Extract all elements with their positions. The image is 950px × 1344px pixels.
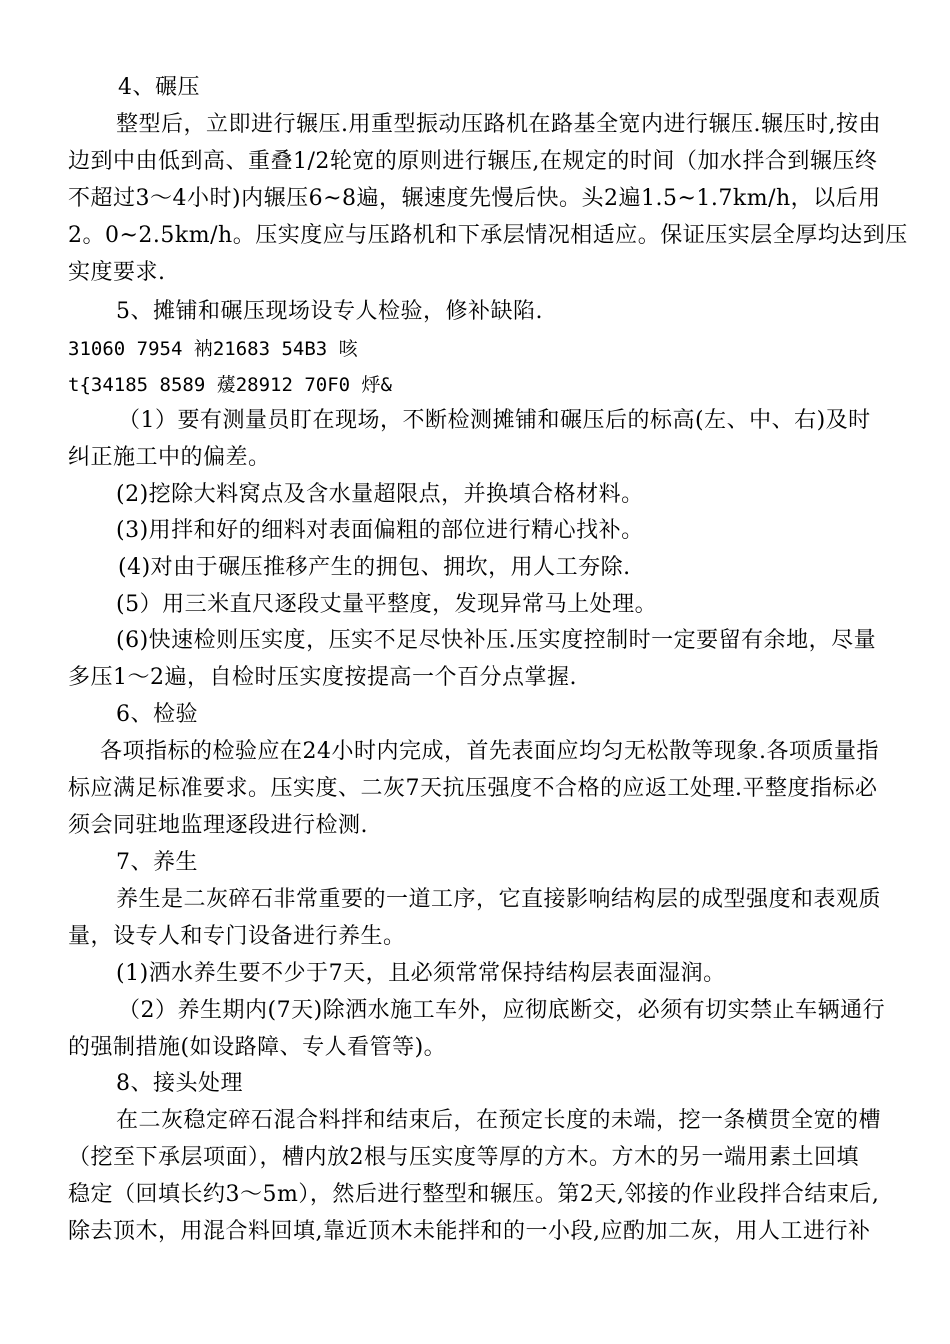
list-item-continuation: 多压1～2遍，自检时压实度按提高一个百分点掌握. (68, 665, 577, 690)
list-item: (3)用拌和好的细料对表面偏粗的部位进行精心找补。 (116, 518, 644, 543)
list-item-continuation: 的强制措施(如设路障、专人看管等)。 (68, 1035, 447, 1060)
heading-inspection: 6、检验 (116, 702, 198, 727)
list-item-continuation: 纠正施工中的偏差。 (68, 445, 271, 470)
garbled-line: t{34185 8589 蕿28912 70F0 烀& (68, 374, 392, 396)
list-item: (6)快速检则压实度，压实不足尽快补压.压实度控制时一定要留有余地，尽量 (116, 628, 877, 653)
list-item: （1）要有测量员盯在现场，不断检测摊铺和碾压后的标高(左、中、右)及时 (118, 408, 871, 433)
list-item: (5）用三米直尺逐段丈量平整度，发现异常马上处理。 (116, 592, 658, 617)
paragraph-line: 须会同驻地监理逐段进行检测. (68, 813, 368, 838)
paragraph-line: 在二灰稳定碎石混合料拌和结束后，在预定长度的未端，挖一条横贯全宽的槽 (116, 1108, 882, 1133)
paragraph-line: 实度要求. (68, 260, 166, 285)
paragraph-line: 各项指标的检验应在24小时内完成，首先表面应均匀无松散等现象.各项质量指 (100, 739, 879, 764)
heading-inspection-onsite: 5、摊铺和碾压现场设专人检验，修补缺陷. (116, 299, 543, 324)
heading-joint-treatment: 8、接头处理 (116, 1071, 243, 1096)
list-item: (4)对由于碾压推移产生的拥包、拥坎，用人工夯除. (118, 555, 631, 580)
paragraph-line: 标应满足标准要求。压实度、二灰7天抗压强度不合格的应返工处理.平整度指标必 (68, 776, 878, 801)
list-item: （2）养生期内(7天)除洒水施工车外，应彻底断交，必须有切实禁止车辆通行 (118, 998, 886, 1023)
paragraph-line: 量，设专人和专门设备进行养生。 (68, 924, 406, 949)
paragraph-line: 稳定（回填长约3～5m），然后进行整型和辗压。第2天,邻接的作业段拌合结束后, (68, 1182, 880, 1207)
list-item: (2)挖除大料窝点及含水量超限点，并换填合格材料。 (116, 482, 644, 507)
paragraph-line: 2。0~2.5km/h。压实度应与压路机和下承层情况相适应。保证压实层全厚均达到压 (68, 223, 908, 248)
paragraph-line: 整型后，立即进行辗压.用重型振动压路机在路基全宽内进行辗压.辗压时,按由 (116, 112, 881, 137)
paragraph-line: 除去顶木，用混合料回填,靠近顶木未能拌和的一小段,应酌加二灰，用人工进行补 (68, 1219, 871, 1244)
paragraph-line: 养生是二灰碎石非常重要的一道工序，它直接影响结构层的成型强度和表观质 (116, 887, 882, 912)
paragraph-line: （挖至下承层项面），槽内放2根与压实度等厚的方木。方木的另一端用素土回填 (68, 1145, 859, 1170)
heading-rolling: 4、碾压 (118, 75, 200, 100)
list-item: (1)洒水养生要不少于7天，且必须常常保持结构层表面湿润。 (116, 961, 726, 986)
paragraph-line: 边到中由低到高、重叠1/2轮宽的原则进行辗压,在规定的时间（加水拌合到辗压终 (68, 149, 878, 174)
paragraph-line: 不超过3～4小时)内辗压6~8遍，辗速度先慢后快。头2遍1.5~1.7km/h，以后用 (68, 186, 881, 211)
heading-curing: 7、养生 (116, 850, 198, 875)
garbled-line: 31060 7954 衲21683 54B3 咳 (68, 338, 358, 360)
